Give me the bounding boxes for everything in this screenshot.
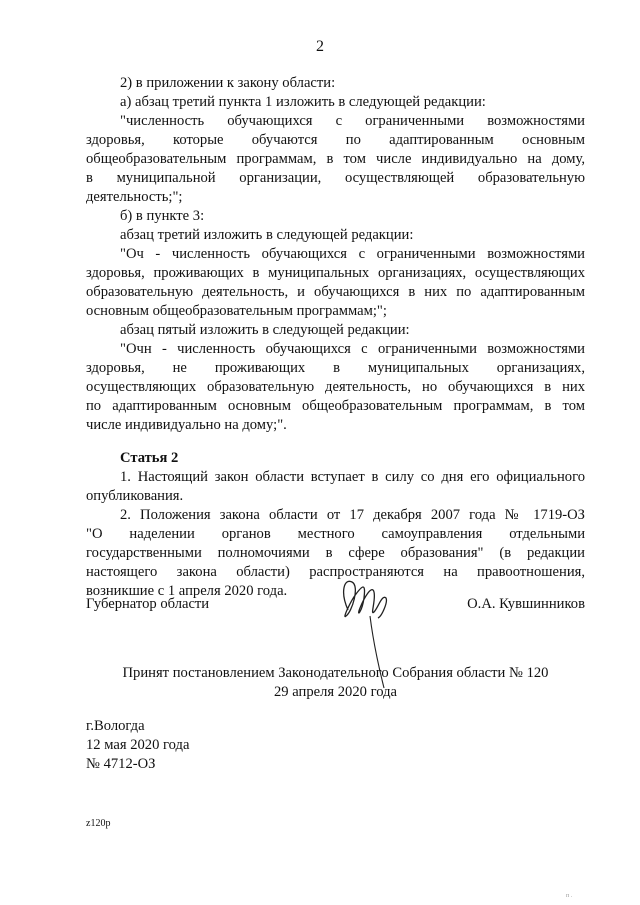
- text-line: образовательную деятельность, и обучающихся в них по адаптированным: [86, 284, 585, 300]
- text-line: государственными полномочиями в сфере образования" (в редакции: [86, 545, 585, 561]
- document-code: z120p: [86, 818, 111, 829]
- text-line: опубликования.: [86, 488, 184, 504]
- adoption-note: [86, 664, 585, 702]
- adoption-line-1: Принят постановлением Законодательного Собрания области № 120: [122, 665, 549, 681]
- text-line: по адаптированным основным общеобразовательным программам, в том: [86, 398, 585, 414]
- text-line: 2) в приложении к закону области:: [120, 75, 336, 91]
- article-heading: Статья 2: [120, 450, 179, 466]
- text-line: 1. Настоящий закон области вступает в силу со дня его официального: [120, 469, 585, 485]
- corner-mark: п .: [566, 893, 573, 899]
- governor-name: О.А. Кувшинников: [467, 596, 585, 612]
- text-line: а) абзац третий пункта 1 изложить в следующей редакции:: [120, 94, 486, 110]
- text-line: б) в пункте 3:: [120, 208, 205, 224]
- law-date: 12 мая 2020 года: [86, 737, 190, 753]
- text-line: здоровья, проживающих в муниципальных организациях, осуществляющих: [86, 265, 585, 281]
- text-line: возникшие с 1 апреля 2020 года.: [86, 583, 288, 599]
- text-line: "О наделении органов местного самоуправления отдельными: [86, 526, 585, 542]
- text-line: "Очн - численность обучающихся с ограниченными возможностями: [120, 341, 585, 357]
- text-line: основным общеобразовательным программам;";: [86, 303, 387, 319]
- text-line: "Оч - численность обучающихся с ограниченными возможностями: [120, 246, 585, 262]
- text-line: 2. Положения закона области от 17 декабря 2007 года № 1719-ОЗ: [120, 507, 585, 523]
- text-line: осуществляющих образовательную деятельность, но обучающихся в них: [86, 379, 585, 395]
- text-line: общеобразовательным программам, в том числе индивидуально на дому,: [86, 151, 585, 167]
- text-line: здоровья, которые обучаются по адаптированным основным: [86, 132, 585, 148]
- text-line: абзац третий изложить в следующей редакции:: [120, 227, 414, 243]
- amendment-text: [86, 74, 585, 601]
- text-line: абзац пятый изложить в следующей редакции:: [120, 322, 410, 338]
- text-line: в муниципальной организации, осуществляющей образовательную: [86, 170, 585, 186]
- place-date-number: [86, 717, 189, 774]
- text-line: числе индивидуально на дому;".: [86, 417, 287, 433]
- law-number: № 4712-ОЗ: [86, 756, 156, 772]
- governor-title: Губернатор области: [86, 596, 210, 612]
- adoption-line-2: 29 апреля 2020 года: [274, 684, 397, 700]
- text-line: деятельность;";: [86, 189, 183, 205]
- page-number: 2: [316, 38, 324, 55]
- text-line: здоровья, не проживающих в муниципальных организациях,: [86, 360, 585, 376]
- text-line: настоящего закона области) распространяются на правоотношения,: [86, 564, 585, 580]
- text-line: "численность обучающихся с ограниченными возможностями: [120, 113, 585, 129]
- city: г.Вологда: [86, 718, 145, 734]
